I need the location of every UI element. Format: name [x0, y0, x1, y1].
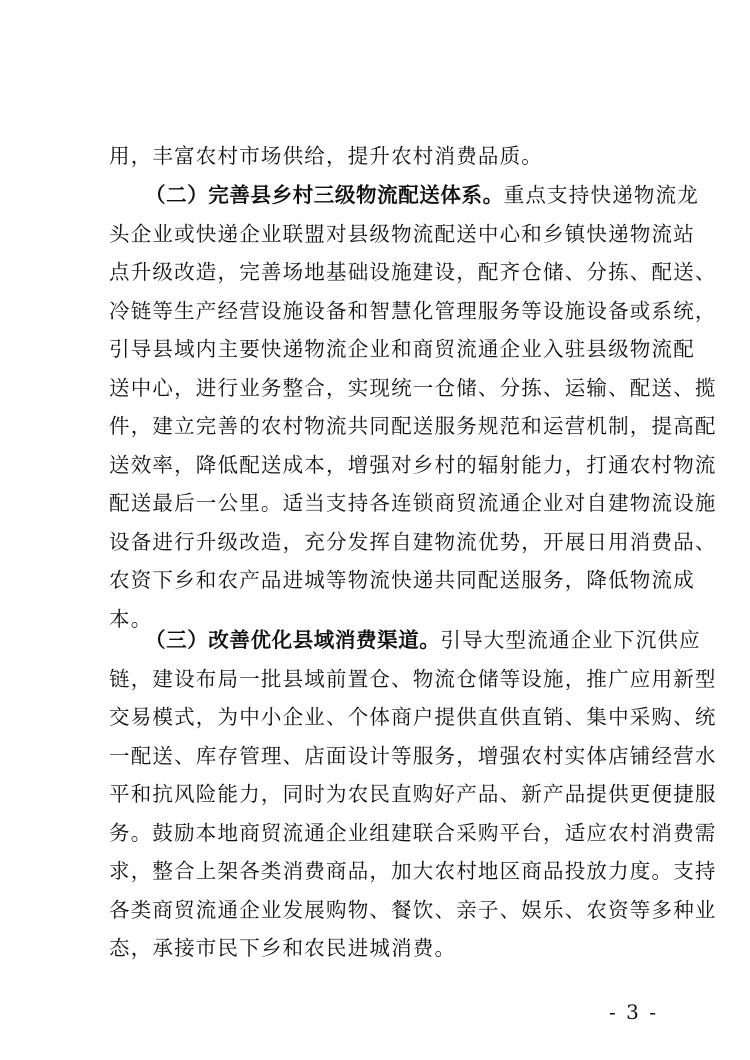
text-line: 求，整合上架各类消费商品，加大农村地区商品投放力度。支持: [109, 859, 717, 883]
text-line: 点升级改造，完善场地基础设施建设，配齐仓储、分拣、配送、: [109, 260, 717, 284]
paragraph-first-line: [109, 176, 700, 215]
text-line: 送中心，进行业务整合，实现统一仓储、分拣、运输、配送、揽: [109, 375, 717, 400]
text-line: 务。鼓励本地商贸流通企业组建联合采购平台，适应农村消费需: [109, 820, 717, 845]
text-line: 各类商贸流通企业发展购物、餐饮、亲子、娱乐、农资等多种业: [109, 897, 717, 922]
text-line: 本。: [109, 606, 153, 631]
text-line: 态，承接市民下乡和农民进城消费。: [109, 936, 457, 960]
text-line: 件，建立完善的农村物流共同配送服务规范和运营机制，提高配: [109, 414, 717, 438]
text-run: 重点支持快递物流龙: [503, 183, 700, 207]
paragraph-first-line: [109, 621, 701, 660]
page-number: - 3 -: [609, 1000, 658, 1024]
paragraph-continuation: [109, 137, 643, 176]
text-line: 农资下乡和农产品进城等物流快递共同配送服务，降低物流成: [109, 568, 695, 592]
text-run: 引导大型流通企业下沉供应: [440, 628, 701, 652]
text-line: 平和抗风险能力，同时为农民直购好产品、新产品提供更便捷服: [109, 782, 717, 806]
text-line: 交易模式，为中小企业、个体商户提供直供直销、集中采购、统: [109, 705, 717, 729]
text-line: 冷链等生产经营设施设备和智慧化管理服务等设施设备或系统，: [109, 298, 717, 323]
text-line: 链，建设布局一批县域前置仓、物流仓储等设施，推广应用新型: [109, 666, 717, 691]
text-line: 用，丰富农村市场供给，提升农村消费品质。: [109, 144, 543, 168]
section-heading: （三）改善优化县域消费渠道。: [145, 628, 441, 652]
section-heading: （二）完善县乡村三级物流配送体系。: [145, 183, 504, 207]
text-line: 一配送、库存管理、店面设计等服务，增强农村实体店铺经营水: [109, 743, 717, 768]
text-line: 头企业或快递企业联盟对县级物流配送中心和乡镇快递物流站: [109, 221, 695, 246]
text-line: 送效率，降低配送成本，增强对乡村的辐射能力，打通农村物流: [109, 452, 717, 477]
paragraph-logistics: [109, 176, 717, 638]
text-line: 配送最后一公里。适当支持各连锁商贸流通企业对自建物流设施: [109, 491, 717, 515]
text-line: 设备进行升级改造，充分发挥自建物流优势，开展日用消费品、: [109, 529, 717, 554]
text-line: 引导县域内主要快递物流企业和商贸流通企业入驻县级物流配: [109, 337, 695, 361]
paragraph-consumption-channels: [109, 621, 717, 968]
